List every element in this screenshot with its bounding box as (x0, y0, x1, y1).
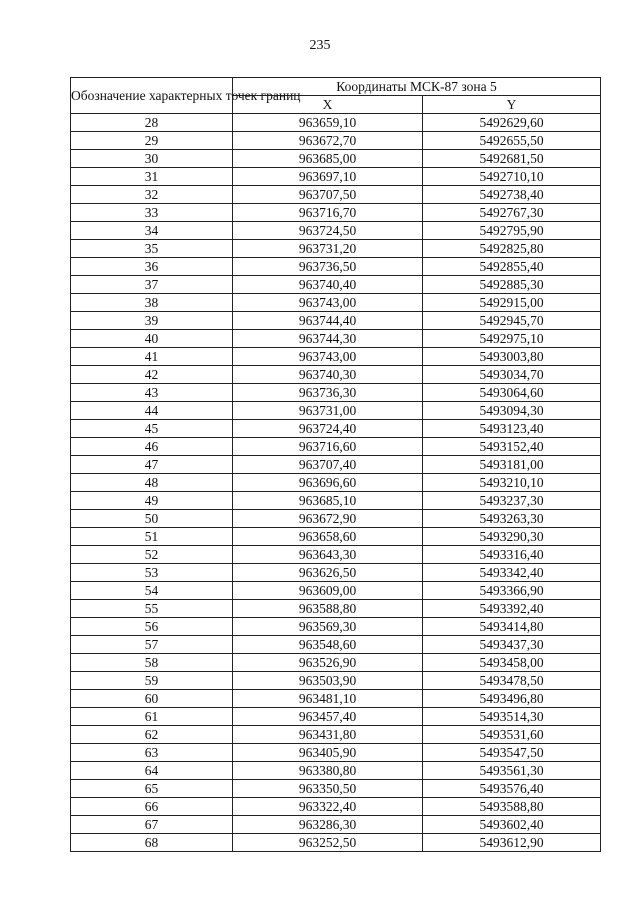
point-number-cell: 34 (71, 222, 233, 240)
point-number-cell: 30 (71, 150, 233, 168)
point-number-cell: 48 (71, 474, 233, 492)
x-coordinate-cell: 963685,00 (233, 150, 423, 168)
table-body (71, 114, 601, 852)
y-coordinate-cell: 5492738,40 (423, 186, 601, 204)
x-coordinate-cell: 963672,70 (233, 132, 423, 150)
header-row-top (71, 78, 601, 96)
table-row (71, 474, 601, 492)
table-row (71, 204, 601, 222)
point-number-cell: 28 (71, 114, 233, 132)
x-coordinate-cell: 963659,10 (233, 114, 423, 132)
table-row (71, 744, 601, 762)
point-number-cell: 35 (71, 240, 233, 258)
table-row (71, 366, 601, 384)
y-coordinate-cell: 5493342,40 (423, 564, 601, 582)
table-row (71, 564, 601, 582)
point-number-cell: 52 (71, 546, 233, 564)
point-number-cell: 55 (71, 600, 233, 618)
x-coordinate-cell: 963322,40 (233, 798, 423, 816)
x-coordinate-cell: 963457,40 (233, 708, 423, 726)
x-coordinate-cell: 963716,60 (233, 438, 423, 456)
header-x: X (233, 96, 423, 114)
header-designation: Обозначение характерных точек границ (71, 78, 233, 114)
y-coordinate-cell: 5493123,40 (423, 420, 601, 438)
x-coordinate-cell: 963724,40 (233, 420, 423, 438)
x-coordinate-cell: 963724,50 (233, 222, 423, 240)
y-coordinate-cell: 5493612,90 (423, 834, 601, 852)
table-row (71, 600, 601, 618)
point-number-cell: 37 (71, 276, 233, 294)
x-coordinate-cell: 963716,70 (233, 204, 423, 222)
y-coordinate-cell: 5493414,80 (423, 618, 601, 636)
point-number-cell: 67 (71, 816, 233, 834)
x-coordinate-cell: 963286,30 (233, 816, 423, 834)
point-number-cell: 33 (71, 204, 233, 222)
point-number-cell: 50 (71, 510, 233, 528)
point-number-cell: 45 (71, 420, 233, 438)
y-coordinate-cell: 5492710,10 (423, 168, 601, 186)
y-coordinate-cell: 5493392,40 (423, 600, 601, 618)
table-row (71, 762, 601, 780)
point-number-cell: 38 (71, 294, 233, 312)
point-number-cell: 57 (71, 636, 233, 654)
table-row (71, 222, 601, 240)
x-coordinate-cell: 963740,40 (233, 276, 423, 294)
point-number-cell: 44 (71, 402, 233, 420)
y-coordinate-cell: 5493514,30 (423, 708, 601, 726)
table-row (71, 690, 601, 708)
y-coordinate-cell: 5492915,00 (423, 294, 601, 312)
point-number-cell: 59 (71, 672, 233, 690)
y-coordinate-cell: 5492681,50 (423, 150, 601, 168)
y-coordinate-cell: 5493366,90 (423, 582, 601, 600)
table-row (71, 726, 601, 744)
point-number-cell: 47 (71, 456, 233, 474)
x-coordinate-cell: 963380,80 (233, 762, 423, 780)
y-coordinate-cell: 5493576,40 (423, 780, 601, 798)
x-coordinate-cell: 963405,90 (233, 744, 423, 762)
x-coordinate-cell: 963685,10 (233, 492, 423, 510)
x-coordinate-cell: 963744,40 (233, 312, 423, 330)
point-number-cell: 64 (71, 762, 233, 780)
x-coordinate-cell: 963740,30 (233, 366, 423, 384)
table-row (71, 672, 601, 690)
point-number-cell: 41 (71, 348, 233, 366)
table-row (71, 708, 601, 726)
table-row (71, 402, 601, 420)
x-coordinate-cell: 963626,50 (233, 564, 423, 582)
coordinates-table (70, 77, 601, 852)
y-coordinate-cell: 5493094,30 (423, 402, 601, 420)
point-number-cell: 43 (71, 384, 233, 402)
point-number-cell: 60 (71, 690, 233, 708)
x-coordinate-cell: 963431,80 (233, 726, 423, 744)
y-coordinate-cell: 5492825,80 (423, 240, 601, 258)
table-row (71, 780, 601, 798)
point-number-cell: 68 (71, 834, 233, 852)
x-coordinate-cell: 963696,60 (233, 474, 423, 492)
y-coordinate-cell: 5493181,00 (423, 456, 601, 474)
table-row (71, 618, 601, 636)
point-number-cell: 63 (71, 744, 233, 762)
table-row (71, 816, 601, 834)
page-number: 235 (309, 38, 331, 53)
x-coordinate-cell: 963731,20 (233, 240, 423, 258)
y-coordinate-cell: 5493437,30 (423, 636, 601, 654)
point-number-cell: 58 (71, 654, 233, 672)
table-row (71, 132, 601, 150)
point-number-cell: 39 (71, 312, 233, 330)
x-coordinate-cell: 963503,90 (233, 672, 423, 690)
x-coordinate-cell: 963609,00 (233, 582, 423, 600)
table-row (71, 636, 601, 654)
y-coordinate-cell: 5492795,90 (423, 222, 601, 240)
y-coordinate-cell: 5493602,40 (423, 816, 601, 834)
table-row (71, 348, 601, 366)
x-coordinate-cell: 963744,30 (233, 330, 423, 348)
x-coordinate-cell: 963731,00 (233, 402, 423, 420)
header-coordinates-title: Координаты МСК-87 зона 5 (233, 78, 601, 96)
x-coordinate-cell: 963526,90 (233, 654, 423, 672)
y-coordinate-cell: 5493478,50 (423, 672, 601, 690)
y-coordinate-cell: 5493458,00 (423, 654, 601, 672)
point-number-cell: 46 (71, 438, 233, 456)
point-number-cell: 61 (71, 708, 233, 726)
table-row (71, 276, 601, 294)
x-coordinate-cell: 963743,00 (233, 348, 423, 366)
point-number-cell: 42 (71, 366, 233, 384)
x-coordinate-cell: 963588,80 (233, 600, 423, 618)
table-row (71, 330, 601, 348)
x-coordinate-cell: 963736,30 (233, 384, 423, 402)
table-row (71, 114, 601, 132)
x-coordinate-cell: 963643,30 (233, 546, 423, 564)
y-coordinate-cell: 5492885,30 (423, 276, 601, 294)
y-coordinate-cell: 5493064,60 (423, 384, 601, 402)
point-number-cell: 56 (71, 618, 233, 636)
table-row (71, 528, 601, 546)
point-number-cell: 51 (71, 528, 233, 546)
table-row (71, 582, 601, 600)
x-coordinate-cell: 963548,60 (233, 636, 423, 654)
table-row (71, 168, 601, 186)
table-row (71, 654, 601, 672)
point-number-cell: 49 (71, 492, 233, 510)
table-row (71, 294, 601, 312)
y-coordinate-cell: 5493003,80 (423, 348, 601, 366)
x-coordinate-cell: 963707,40 (233, 456, 423, 474)
x-coordinate-cell: 963707,50 (233, 186, 423, 204)
point-number-cell: 29 (71, 132, 233, 150)
point-number-cell: 62 (71, 726, 233, 744)
y-coordinate-cell: 5493263,30 (423, 510, 601, 528)
point-number-cell: 66 (71, 798, 233, 816)
table-row (71, 186, 601, 204)
y-coordinate-cell: 5493210,10 (423, 474, 601, 492)
header-y: Y (423, 96, 601, 114)
y-coordinate-cell: 5493316,40 (423, 546, 601, 564)
table-row (71, 384, 601, 402)
y-coordinate-cell: 5492767,30 (423, 204, 601, 222)
x-coordinate-cell: 963743,00 (233, 294, 423, 312)
table-row (71, 150, 601, 168)
table-row (71, 240, 601, 258)
point-number-cell: 54 (71, 582, 233, 600)
y-coordinate-cell: 5493561,30 (423, 762, 601, 780)
table-row (71, 546, 601, 564)
table-row (71, 798, 601, 816)
y-coordinate-cell: 5492945,70 (423, 312, 601, 330)
table-row (71, 510, 601, 528)
x-coordinate-cell: 963350,50 (233, 780, 423, 798)
y-coordinate-cell: 5492629,60 (423, 114, 601, 132)
y-coordinate-cell: 5493547,50 (423, 744, 601, 762)
y-coordinate-cell: 5492655,50 (423, 132, 601, 150)
table-row (71, 258, 601, 276)
point-number-cell: 31 (71, 168, 233, 186)
point-number-cell: 65 (71, 780, 233, 798)
y-coordinate-cell: 5493588,80 (423, 798, 601, 816)
point-number-cell: 36 (71, 258, 233, 276)
point-number-cell: 32 (71, 186, 233, 204)
x-coordinate-cell: 963697,10 (233, 168, 423, 186)
y-coordinate-cell: 5493237,30 (423, 492, 601, 510)
x-coordinate-cell: 963672,90 (233, 510, 423, 528)
point-number-cell: 40 (71, 330, 233, 348)
x-coordinate-cell: 963569,30 (233, 618, 423, 636)
x-coordinate-cell: 963252,50 (233, 834, 423, 852)
y-coordinate-cell: 5493531,60 (423, 726, 601, 744)
y-coordinate-cell: 5493152,40 (423, 438, 601, 456)
x-coordinate-cell: 963658,60 (233, 528, 423, 546)
table-row (71, 834, 601, 852)
table-row (71, 456, 601, 474)
table-row (71, 438, 601, 456)
table-row (71, 420, 601, 438)
x-coordinate-cell: 963736,50 (233, 258, 423, 276)
y-coordinate-cell: 5492855,40 (423, 258, 601, 276)
table-row (71, 492, 601, 510)
y-coordinate-cell: 5493034,70 (423, 366, 601, 384)
y-coordinate-cell: 5492975,10 (423, 330, 601, 348)
point-number-cell: 53 (71, 564, 233, 582)
table-row (71, 312, 601, 330)
x-coordinate-cell: 963481,10 (233, 690, 423, 708)
y-coordinate-cell: 5493290,30 (423, 528, 601, 546)
y-coordinate-cell: 5493496,80 (423, 690, 601, 708)
